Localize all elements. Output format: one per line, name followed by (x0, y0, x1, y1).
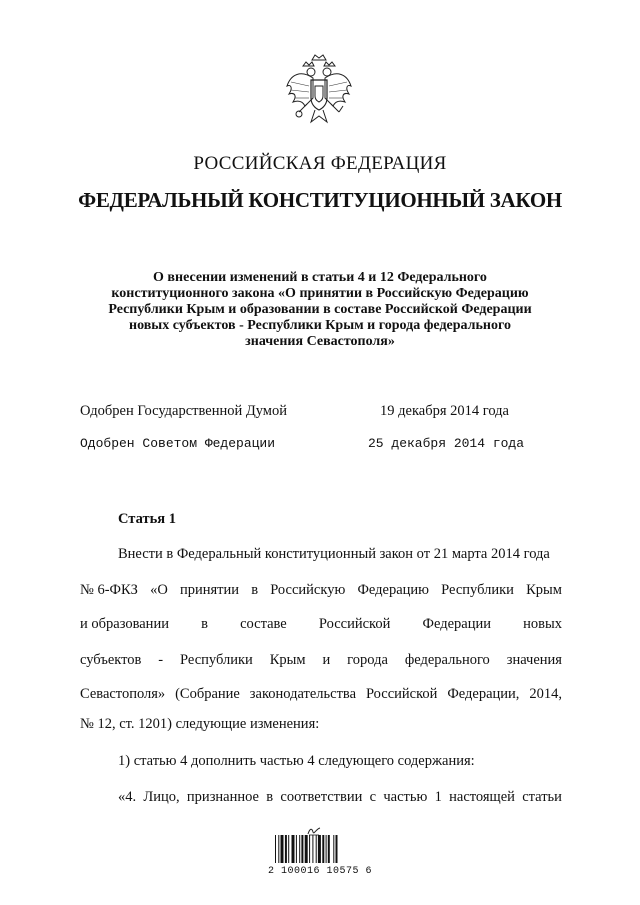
word: принятии (179, 582, 240, 598)
article-line: 1) статью 4 дополнить частью 4 следующего содержания: (118, 753, 475, 769)
word: Крым (269, 652, 306, 668)
word: города (347, 652, 388, 668)
word: (Собрание (175, 686, 240, 702)
word: субъектов (80, 652, 142, 668)
word: Севастополя» (80, 686, 166, 702)
word: Федерацию (357, 582, 430, 598)
word: составе (240, 616, 287, 632)
council-approval-date: 25 декабря 2014 года (368, 436, 525, 451)
word: признанное (186, 789, 259, 805)
word: в (251, 582, 259, 598)
word: статьи (522, 789, 562, 805)
word: в (266, 789, 274, 805)
law-title-line: Республики Крым и образовании в составе Российской Федерации (108, 302, 532, 317)
word: Российской (318, 616, 391, 632)
country-heading: РОССИЙСКАЯ ФЕДЕРАЦИЯ (193, 153, 447, 174)
word: соответствии (280, 789, 363, 805)
article-line (80, 581, 562, 599)
word: № 6-ФКЗ (80, 582, 138, 598)
barcode-icon (275, 835, 363, 863)
word: Лицо, (143, 789, 180, 805)
word: Крым (526, 582, 562, 598)
word: «О (150, 582, 168, 598)
word: Республики (180, 652, 253, 668)
coat-of-arms-icon (281, 52, 357, 134)
word: 2014, (529, 686, 562, 702)
word: «4. (118, 789, 137, 805)
word: с (369, 789, 377, 805)
article-line (80, 651, 562, 669)
law-title (80, 270, 560, 350)
article-line: № 12, ст. 1201) следующие изменения: (80, 716, 320, 732)
word: федерального (404, 652, 490, 668)
article-line (80, 685, 562, 703)
word: 1 (434, 789, 442, 805)
word: Российской (365, 686, 438, 702)
document-type-heading: ФЕДЕРАЛЬНЫЙ КОНСТИТУЦИОННЫЙ ЗАКОН (78, 188, 562, 212)
word: и образовании (80, 616, 169, 632)
barcode-number: 2 100016 10575 6 (267, 866, 372, 877)
word: Федерации, (447, 686, 520, 702)
council-approval-label: Одобрен Советом Федерации (80, 436, 276, 451)
article-line (118, 788, 562, 806)
duma-approval-date: 19 декабря 2014 года (380, 403, 509, 419)
law-title-line: новых субъектов - Республики Крым и города федерального (129, 318, 511, 333)
law-title-line: значения Севастополя» (245, 334, 395, 349)
word: значения (506, 652, 562, 668)
law-title-line: конституционного закона «О принятии в Российскую Федерацию (111, 286, 529, 301)
word: новых (523, 616, 562, 632)
word: - (158, 652, 164, 668)
article-line: Внести в Федеральный конституционный закон от 21 марта 2014 года (118, 546, 550, 562)
word: настоящей (449, 789, 515, 805)
word: Республики (441, 582, 514, 598)
word: и (322, 652, 331, 668)
word: частью (383, 789, 428, 805)
word: Российскую (270, 582, 346, 598)
article-line (80, 615, 562, 633)
law-title-line: О внесении изменений в статьи 4 и 12 Федерального (153, 270, 487, 285)
word: Федерации (422, 616, 491, 632)
article-heading: Статья 1 (118, 511, 176, 527)
duma-approval-label: Одобрен Государственной Думой (80, 403, 287, 419)
word: в (201, 616, 208, 632)
word: законодательства (249, 686, 357, 702)
